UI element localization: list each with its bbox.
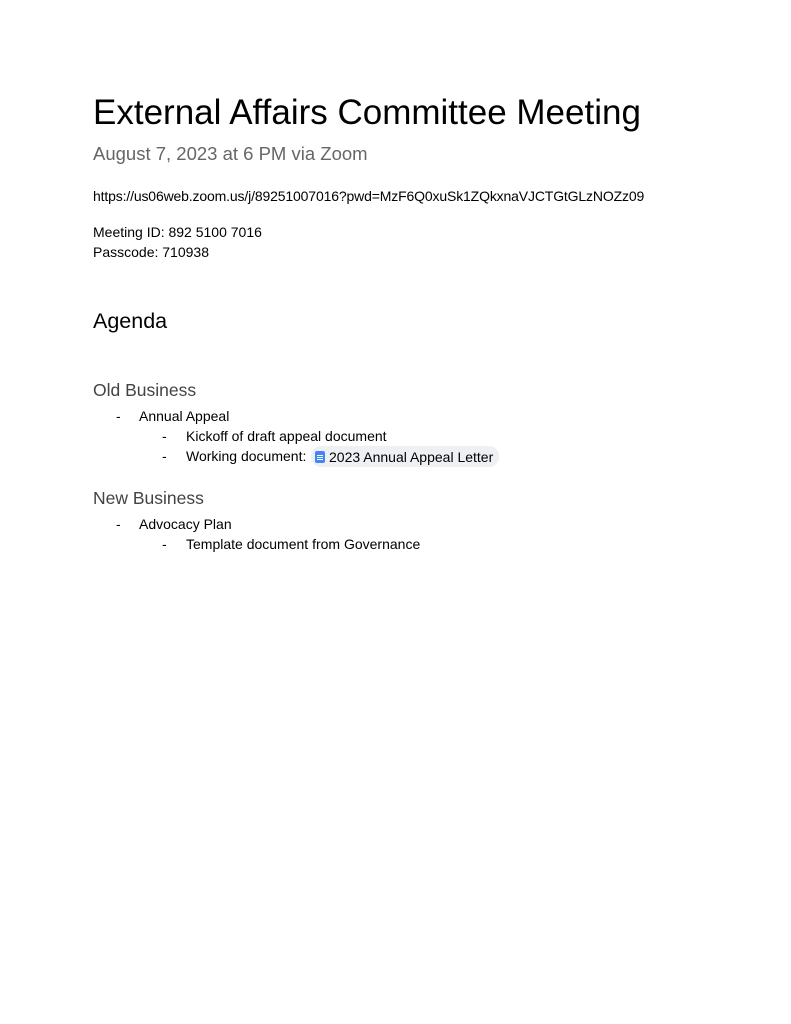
annual-appeal-letter-chip[interactable]	[311, 446, 499, 467]
list-item-template-document: Template document from Governance	[186, 536, 421, 552]
chip-label: 2023 Annual Appeal Letter	[329, 448, 494, 465]
list-bullet: -	[116, 408, 121, 424]
agenda-heading: Agenda	[93, 309, 168, 333]
zoom-meeting-link[interactable]: https://us06web.zoom.us/j/89251007016?pwd=MzF6Q0xuSk1ZQkxnaVJCTGtGLzNOZz09	[93, 188, 645, 204]
meeting-datetime-subtitle: August 7, 2023 at 6 PM via Zoom	[93, 143, 368, 164]
list-bullet: -	[162, 536, 167, 552]
list-item-annual-appeal: Annual Appeal	[139, 408, 230, 424]
meeting-id-text: Meeting ID: 892 5100 7016	[93, 224, 262, 240]
new-business-heading: New Business	[93, 488, 204, 508]
list-bullet: -	[162, 448, 167, 464]
list-bullet: -	[162, 428, 167, 444]
list-item-advocacy-plan: Advocacy Plan	[139, 516, 232, 532]
list-bullet: -	[116, 516, 121, 532]
google-doc-icon	[315, 451, 325, 463]
old-business-heading: Old Business	[93, 380, 197, 400]
list-item-kickoff: Kickoff of draft appeal document	[186, 428, 387, 444]
page-title: External Affairs Committee Meeting	[93, 93, 641, 132]
list-item-working-document: Working document:	[186, 448, 307, 464]
passcode-text: Passcode: 710938	[93, 244, 209, 260]
